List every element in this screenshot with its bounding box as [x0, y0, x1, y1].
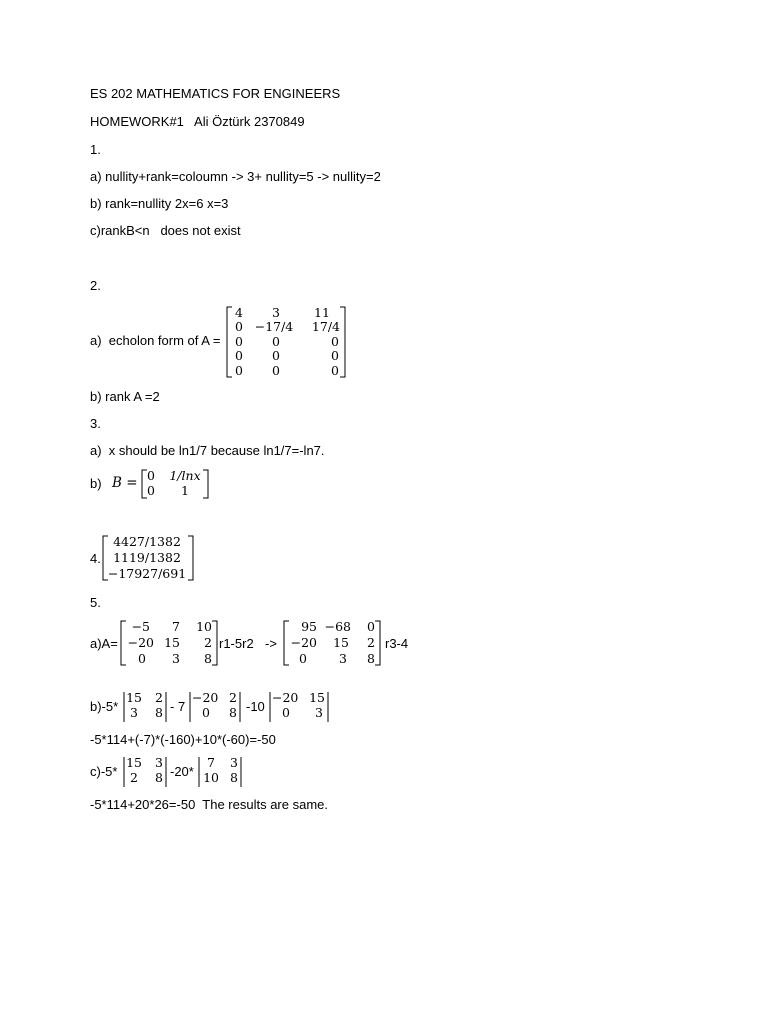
row-operation-1: r1-5r2	[219, 636, 254, 651]
matrix-cell: 15	[333, 635, 349, 650]
homework-header: HOMEWORK#1 Ali Öztürk 2370849	[90, 114, 305, 129]
matrix-cell: −17/4	[254, 319, 294, 334]
matrix-b	[141, 468, 209, 500]
matrix-cell: 11	[314, 305, 330, 320]
matrix-cell: 15	[164, 635, 180, 650]
matrix-cell: 0	[272, 363, 280, 378]
matrix-cell: 0	[331, 334, 339, 349]
q4-number: 4.	[90, 551, 101, 566]
det-cell: 8	[155, 770, 163, 785]
matrix-cell: 0	[147, 483, 155, 498]
matrix-cell: 8	[367, 651, 375, 666]
matrix-cell: 0	[272, 348, 280, 363]
determinant-b3	[269, 690, 329, 724]
matrix-cell: 0	[331, 348, 339, 363]
det-cell: 3	[315, 705, 323, 720]
det-cell: 8	[229, 705, 237, 720]
matrix-cell: 17/4	[311, 319, 340, 334]
determinant-c1	[123, 755, 167, 789]
solution-vector	[102, 534, 194, 582]
q3-part-a: a) x should be ln1/7 because ln1/7=-ln7.	[90, 443, 325, 458]
q1-part-c: c)rankB<n does not exist	[90, 223, 241, 238]
arrow: ->	[265, 636, 277, 651]
matrix-cell: 0	[235, 348, 243, 363]
q5-b-calculation: -5*114+(-7)*(-160)+10*(-60)=-50	[90, 732, 276, 747]
q5-part-b-label: b)-5*	[90, 699, 119, 714]
q3-number: 3.	[90, 416, 101, 431]
matrix-cell: −20	[290, 635, 317, 650]
matrix-cell: 0	[235, 319, 243, 334]
q1-part-a: a) nullity+rank=coloumn -> 3+ nullity=5 -> nullity=2	[90, 169, 381, 184]
matrix-cell: 0	[235, 334, 243, 349]
matrix-cell: 4	[235, 305, 243, 320]
determinant-b1	[123, 690, 167, 724]
row-operation-2: r3-4	[385, 636, 409, 651]
matrix-cell: 3	[172, 651, 180, 666]
matrix-cell: 7	[172, 619, 180, 634]
b-separator-2: -10	[246, 699, 265, 714]
q2-part-b: b) rank A =2	[90, 389, 160, 404]
matrix-cell: 3	[339, 651, 347, 666]
q5-c-calculation: -5*114+20*26=-50 The results are same.	[90, 797, 328, 812]
matrix-cell: 95	[301, 619, 317, 634]
det-cell: 8	[230, 770, 238, 785]
det-cell: 0	[202, 705, 210, 720]
matrix-a	[120, 619, 218, 667]
matrix-cell: 1	[181, 483, 189, 498]
matrix-cell: −20	[127, 635, 154, 650]
det-cell: 15	[309, 690, 325, 705]
matrix-cell: −5	[131, 619, 150, 634]
vector-cell: −17927/691	[107, 566, 187, 581]
det-cell: 3	[230, 755, 238, 770]
det-cell: 7	[207, 755, 215, 770]
matrix-a-reduced	[283, 619, 381, 667]
matrix-cell: 3	[272, 305, 280, 320]
echelon-matrix	[226, 305, 346, 379]
vector-cell: 1119/1382	[113, 550, 181, 565]
matrix-cell: 0	[272, 334, 280, 349]
det-cell: 2	[155, 690, 163, 705]
matrix-cell: −68	[324, 619, 351, 634]
q2-number: 2.	[90, 278, 101, 293]
det-cell: 2	[229, 690, 237, 705]
b-separator-1: - 7	[170, 699, 186, 714]
det-cell: 10	[203, 770, 219, 785]
det-cell: 8	[155, 705, 163, 720]
det-cell: 15	[126, 690, 142, 705]
det-cell: 3	[130, 705, 138, 720]
det-cell: 2	[130, 770, 138, 785]
c-separator: -20*	[170, 764, 194, 779]
matrix-cell: 2	[204, 635, 212, 650]
q2-part-a-label: a) echolon form of A =	[90, 333, 221, 348]
q5-part-a-label: a)A=	[90, 636, 118, 651]
matrix-cell: 0	[367, 619, 375, 634]
q1-number: 1.	[90, 142, 101, 157]
det-cell: 3	[155, 755, 163, 770]
q3-b-lhs: B =	[112, 475, 138, 491]
document-title: ES 202 MATHEMATICS FOR ENGINEERS	[90, 86, 341, 101]
matrix-cell: 0	[331, 363, 339, 378]
matrix-cell: 8	[204, 651, 212, 666]
det-cell: 0	[282, 705, 290, 720]
q3-part-b-label: b)	[90, 476, 102, 491]
q5-part-c-label: c)-5*	[90, 764, 118, 779]
determinant-b2	[189, 690, 241, 724]
determinant-c2	[198, 755, 242, 789]
matrix-cell: 0	[147, 468, 155, 483]
matrix-cell: 0	[299, 651, 307, 666]
matrix-cell: 0	[235, 363, 243, 378]
matrix-cell: 0	[138, 651, 146, 666]
det-cell: 15	[126, 755, 142, 770]
q5-number: 5.	[90, 595, 101, 610]
vector-cell: 4427/1382	[113, 534, 181, 549]
matrix-cell: 2	[367, 635, 375, 650]
det-cell: −20	[192, 690, 219, 705]
det-cell: −20	[272, 690, 299, 705]
matrix-cell: 10	[196, 619, 212, 634]
matrix-cell: 1/lnx	[169, 468, 201, 483]
q1-part-b: b) rank=nullity 2x=6 x=3	[90, 196, 229, 211]
